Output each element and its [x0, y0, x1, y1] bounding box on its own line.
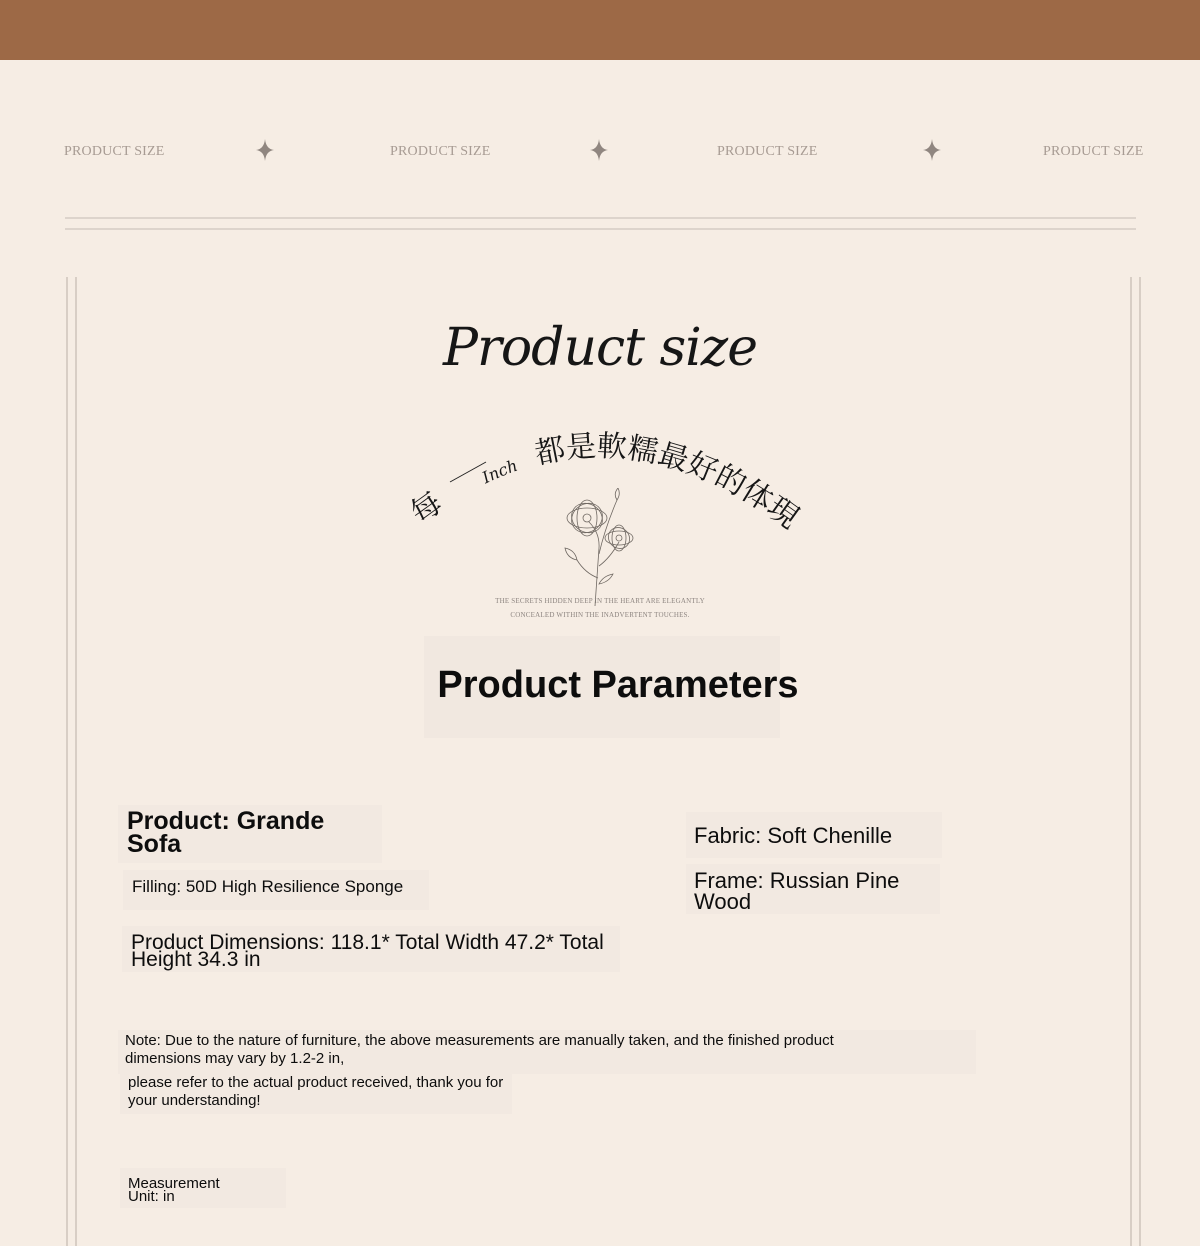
- note-text-continued: please refer to the actual product received, thank you for your understanding!: [128, 1074, 504, 1109]
- four-point-star-icon: [923, 139, 941, 161]
- filling-spec: Filling: 50D High Resilience Sponge: [132, 877, 404, 896]
- params-title: Product Parameters: [437, 664, 799, 706]
- frame-spec: Frame: Russian Pine Wood: [694, 868, 900, 914]
- top-color-bar: [0, 0, 1200, 60]
- frame-line-left-outer: [66, 277, 68, 1246]
- marquee-item: PRODUCT SIZE: [64, 144, 165, 159]
- four-point-star-icon: [256, 139, 274, 161]
- marquee-item: PRODUCT SIZE: [717, 144, 818, 159]
- tagline-line-1: THE SECRETS HIDDEN DEEP IN THE HEART ARE ELEGANTLY: [495, 597, 705, 605]
- script-title: Product size: [443, 318, 757, 378]
- tagline-line-2: CONCEALED WITHIN THE INADVERTENT TOUCHES.: [510, 611, 690, 619]
- fabric-spec: Fabric: Soft Chenille: [694, 823, 893, 848]
- measurement-unit: Measurement Unit: in: [128, 1175, 220, 1205]
- arc-text-inch: Inch: [479, 455, 521, 488]
- arc-text-main: 都是軟糯最好的体現: [532, 428, 806, 536]
- daisy-sketch-icon: [555, 488, 645, 606]
- four-point-star-icon: [590, 139, 608, 161]
- marquee-item: PRODUCT SIZE: [1043, 144, 1144, 159]
- frame-line-right-inner: [1130, 277, 1132, 1246]
- product-name: Product: Grande Sofa: [127, 807, 325, 858]
- divider-line: [65, 228, 1136, 230]
- divider-line: [65, 217, 1136, 219]
- note-text: Note: Due to the nature of furniture, the above measurements are manually taken, and the finished product dimensions may vary by 1.2-2 in,: [125, 1032, 834, 1067]
- dimensions-spec: Product Dimensions: 118.1* Total Width 47.2* Total Height 34.3 in: [131, 931, 604, 971]
- frame-line-right-outer: [1139, 277, 1141, 1246]
- arc-text-prefix: 每: [404, 485, 449, 532]
- marquee-item: PRODUCT SIZE: [390, 144, 491, 159]
- frame-line-left-inner: [75, 277, 77, 1246]
